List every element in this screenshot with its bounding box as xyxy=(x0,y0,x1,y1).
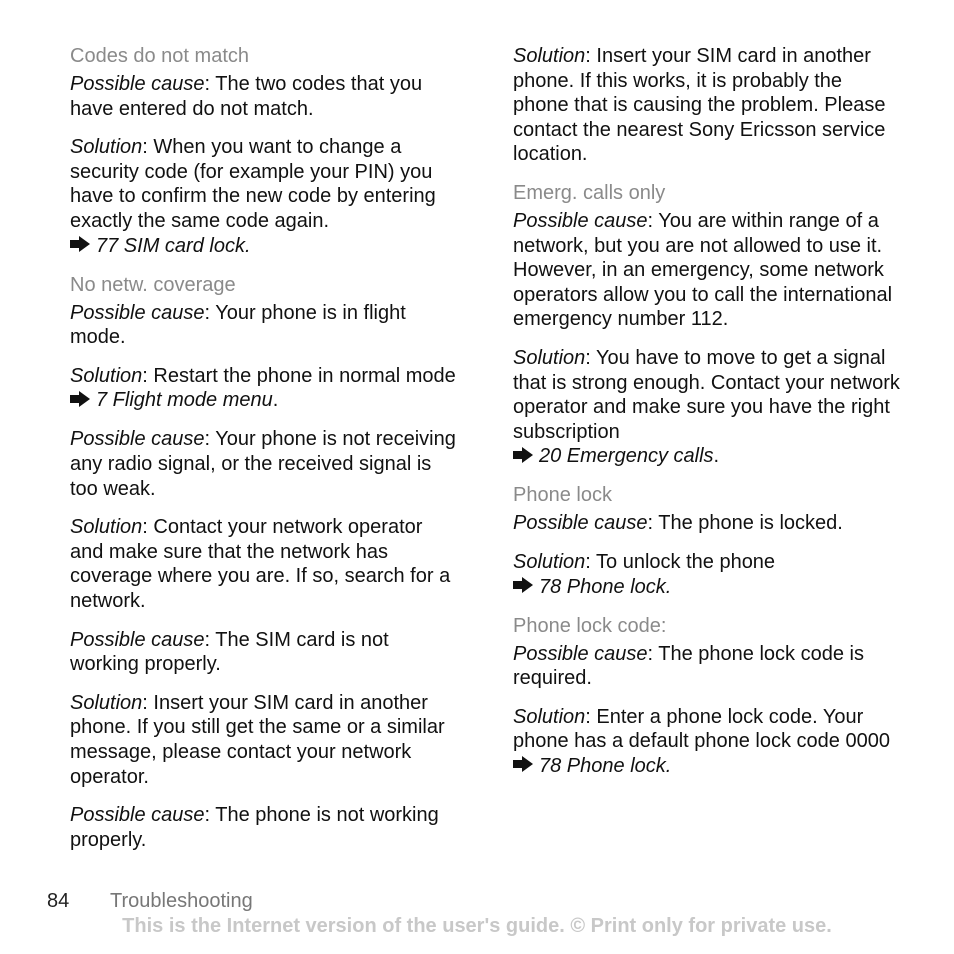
paragraph-cause: Possible cause: The SIM card is not working properly. xyxy=(70,628,389,676)
right-column xyxy=(513,44,903,793)
cross-reference-link[interactable]: 78 Phone lock. xyxy=(539,575,672,598)
arrow-right-icon xyxy=(513,754,533,779)
paragraph-cause: Possible cause: The phone lock code is required. xyxy=(513,642,864,690)
paragraph-solution: Solution: You have to move to get a signal that is strong enough. Contact your network operator and make sure you have the right subscription 20 Emergency calls. xyxy=(513,346,903,469)
cross-reference-link[interactable]: 20 Emergency calls xyxy=(539,445,714,468)
paragraph-solution: Solution: Restart the phone in normal mode 7 Flight mode menu. xyxy=(70,364,460,414)
heading-codes-do-not-match: Codes do not match xyxy=(70,45,249,67)
arrow-right-icon xyxy=(513,445,533,470)
heading-phone-lock: Phone lock xyxy=(513,484,612,507)
paragraph-cause: Possible cause: You are within range of a network, but you are not allowed to use it. However, in an emergency, some network operators allow you to call the international emergency number 112. xyxy=(513,209,893,331)
paragraph-cause: Possible cause: The phone is locked. xyxy=(513,512,843,535)
paragraph-cause: Possible cause: The two codes that you have entered do not match. xyxy=(70,73,423,120)
paragraph-solution: Solution: Contact your network operator and make sure that the network has coverage where you are. If so, search for a network. xyxy=(70,516,451,612)
section-title: Troubleshooting xyxy=(110,890,253,912)
paragraph-solution: Solution: To unlock the phone 78 Phone lock. xyxy=(513,550,903,600)
cross-reference-link[interactable]: 7 Flight mode menu xyxy=(96,389,273,412)
arrow-right-icon xyxy=(70,389,90,414)
paragraph-solution: Solution: Insert your SIM card in another phone. If this works, it is probably the phone that is causing the problem. Please contact the nearest Sony Ericsson service location. xyxy=(513,45,886,166)
page-number: 84 xyxy=(47,890,70,912)
heading-no-netw-coverage: No netw. coverage xyxy=(70,273,236,296)
copyright-notice: This is the Internet version of the user's guide. © Print only for private use. xyxy=(122,915,832,937)
arrow-right-icon xyxy=(70,234,90,259)
heading-phone-lock-code: Phone lock code: xyxy=(513,614,667,637)
heading-emerg-calls-only: Emerg. calls only xyxy=(513,181,666,204)
paragraph-solution: Solution: When you want to change a security code (for example your PIN) you have to confirm the new code by entering exactly the same code again. 77 SIM card lock. xyxy=(70,135,460,258)
cross-reference-link[interactable]: 77 SIM card lock. xyxy=(96,234,251,257)
cross-reference-link[interactable]: 78 Phone lock. xyxy=(539,754,672,777)
arrow-right-icon xyxy=(513,575,533,600)
paragraph-cause: Possible cause: Your phone is not receiving any radio signal, or the received signal is too weak. xyxy=(70,428,456,500)
left-column xyxy=(70,44,460,866)
paragraph-solution: Solution: Enter a phone lock code. Your phone has a default phone lock code 0000 78 Phone lock. xyxy=(513,705,903,779)
paragraph-solution: Solution: Insert your SIM card in another phone. If you still get the same or a similar message, please contact your network operator. xyxy=(70,691,445,788)
paragraph-cause: Possible cause: Your phone is in flight mode. xyxy=(70,301,406,349)
paragraph-cause: Possible cause: The phone is not working properly. xyxy=(70,804,439,851)
